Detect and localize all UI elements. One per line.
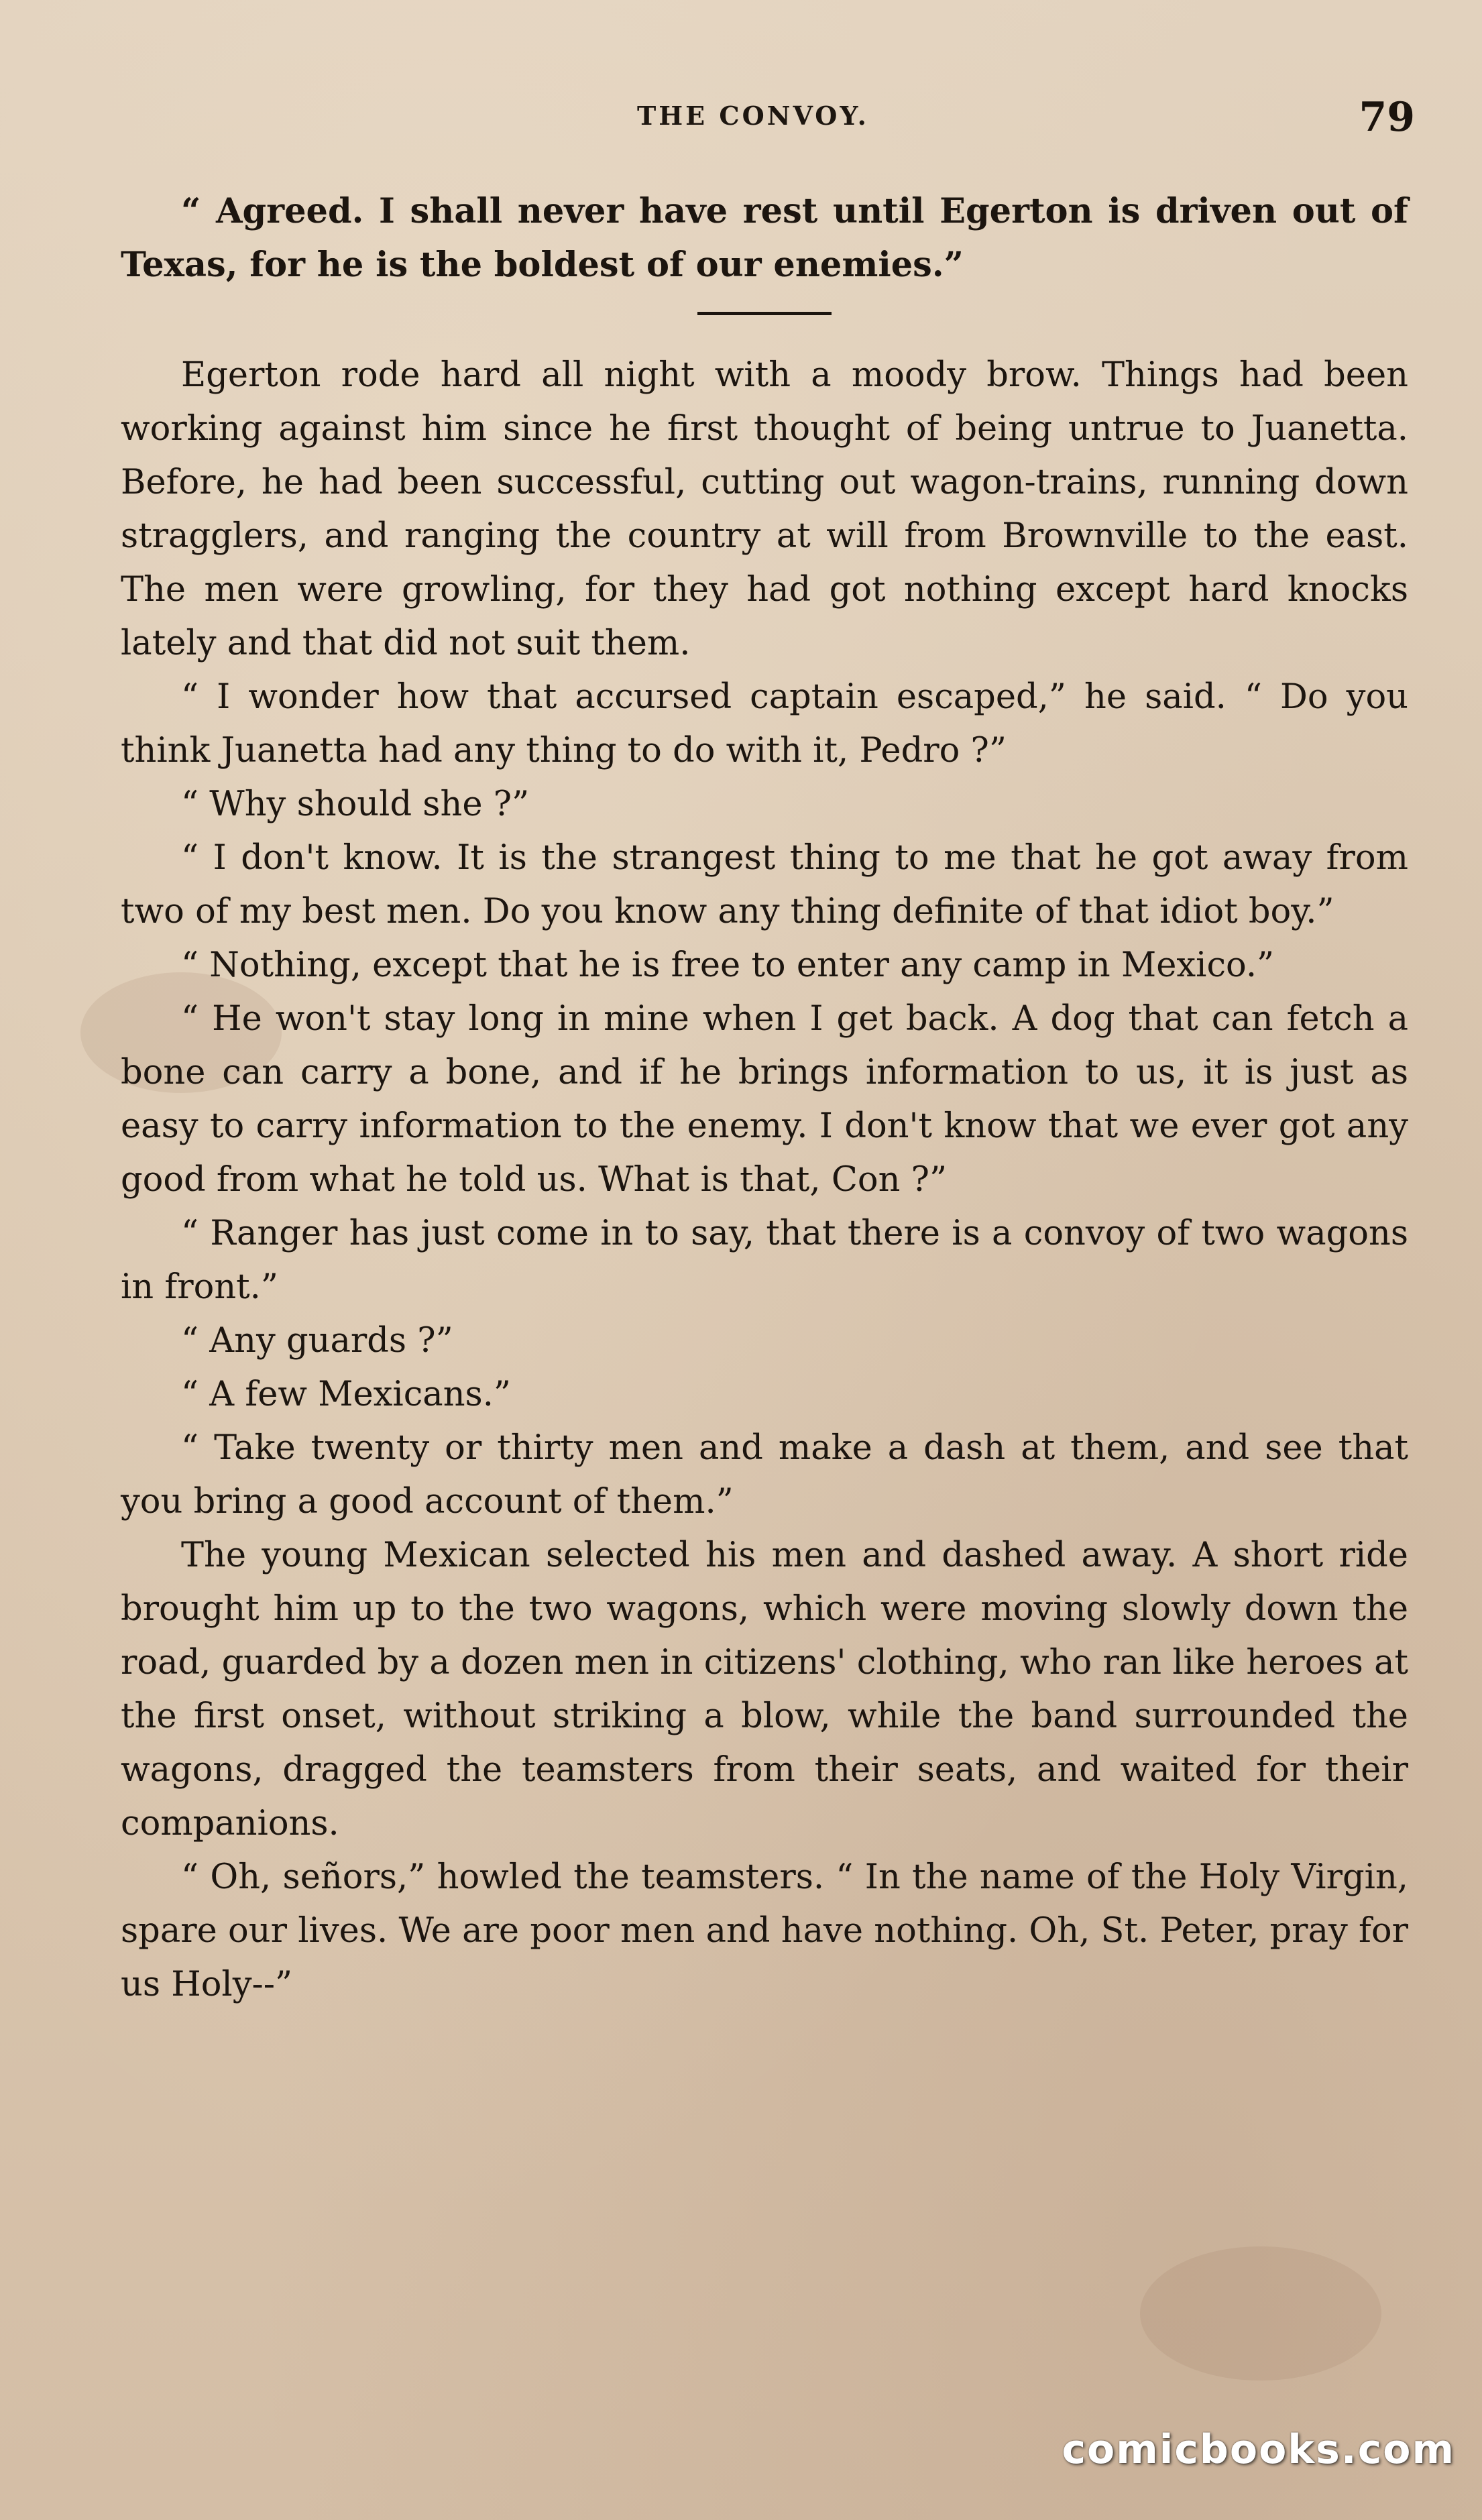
watermark-text: comicbooks.com [1062,2426,1455,2473]
paragraph: “ Ranger has just come in to say, that there is a convoy of two wagons in front.” [121,1214,1408,1307]
paragraph: “ A few Mexicans.” [181,1375,511,1414]
running-title: THE CONVOY. [637,101,869,131]
paper-stain [1140,2246,1381,2381]
paragraph: “ Nothing, except that he is free to enter any camp in Mexico.” [181,946,1275,985]
text-block [121,184,1408,2012]
paragraph: Egerton rode hard all night with a moody brow. Things had been working against him since he first thought of being untrue to Juanetta. Before, he had been successful, cutting out wagon-trains, running down stragglers, and ranging the country at will from Brownville to the east. The men were growling, for they had got nothing except hard knocks lately and that did not suit them. [121,355,1408,663]
paragraph: “ Oh, señors,” howled the teamsters. “ In the name of the Holy Virgin, spare our lives. We are poor men and have nothing. Oh, St. Peter, pray for us Holy--” [121,1857,1408,2004]
paragraph: “ I wonder how that accursed captain escaped,” he said. “ Do you think Juanetta had any thing to do with it, Pedro ?” [121,677,1408,770]
paragraph: “ Any guards ?” [181,1321,453,1361]
paragraph: “ Why should she ?” [181,785,530,824]
paragraph: “ Agreed. I shall never have rest until Egerton is driven out of Texas, for he is the boldest of our enemies.” [121,191,1408,285]
paragraph: The young Mexican selected his men and dashed away. A short ride brought him up to the two wagons, which were moving slowly down the road, guarded by a dozen men in citizens' clothing, who ran like heroes at the first onset, without striking a blow, while the band surrounded the wagons, dragged the teamsters from their seats, and waited for their companions. [121,1536,1408,1843]
paragraph: “ Take twenty or thirty men and make a dash at them, and see that you bring a good account of them.” [121,1428,1408,1522]
page-number: 79 [1359,94,1415,141]
running-head [121,94,1415,148]
paragraph: “ I don't know. It is the strangest thing to me that he got away from two of my best men. Do you know any thing definite of that idiot boy.” [121,838,1408,931]
paragraph: “ He won't stay long in mine when I get back. A dog that can fetch a bone can carry a bone, and if he brings information to us, it is just as easy to carry information to the enemy. I don't know that we ever got any good from what he told us. What is that, Con ?” [121,999,1408,1200]
section-divider [697,312,832,315]
